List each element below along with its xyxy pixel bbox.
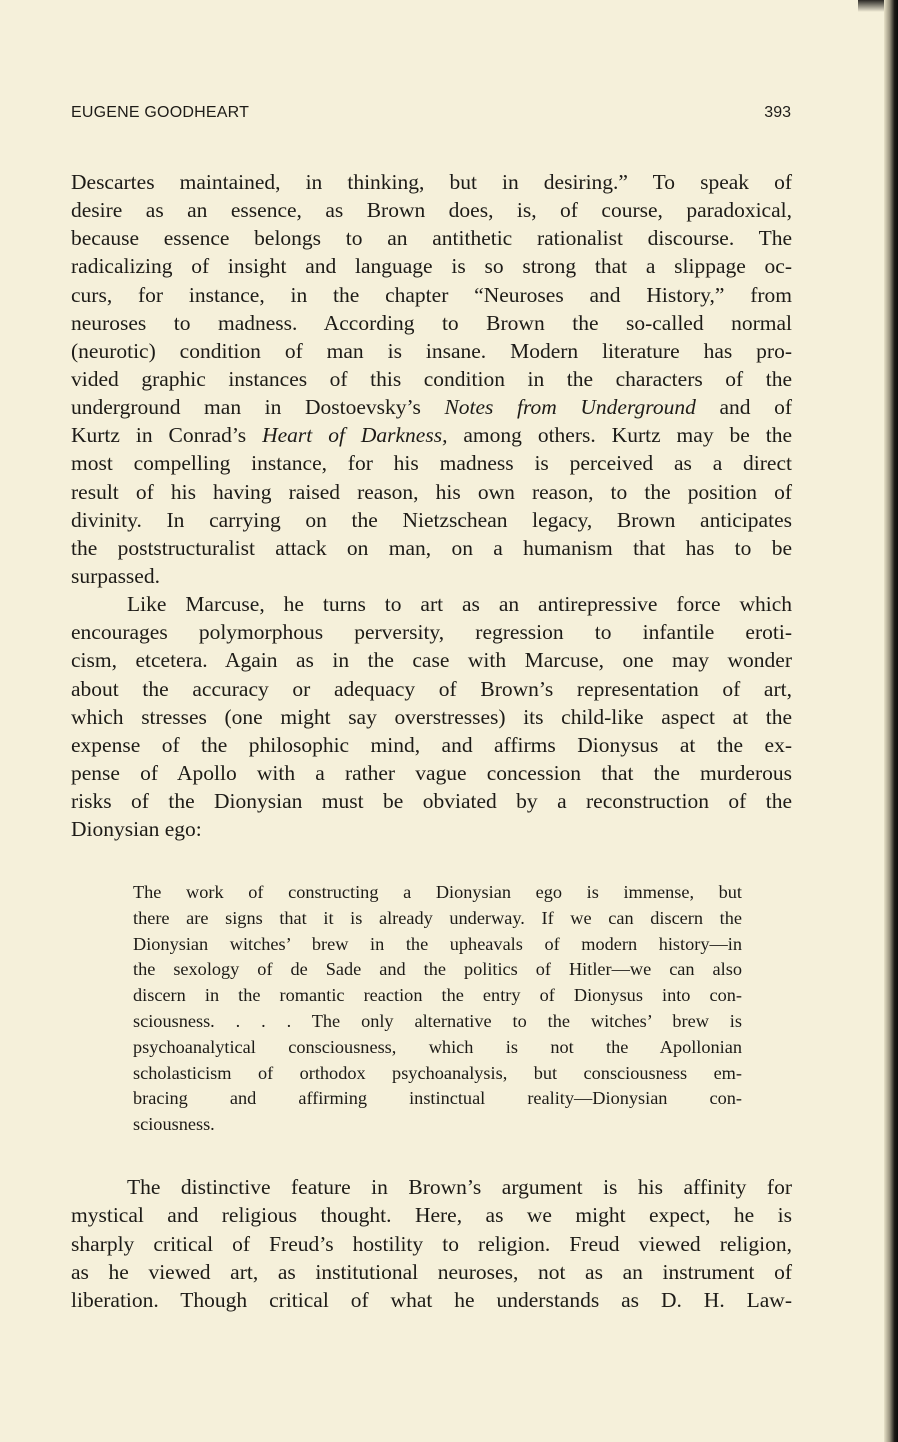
text-line: because essence belongs to an antithetic rationalist discourse. The bbox=[71, 226, 792, 251]
text-line: liberation. Though critical of what he understands as D. H. Law- bbox=[71, 1288, 792, 1313]
text-line bbox=[71, 421, 792, 449]
text-line: (neurotic) condition of man is insane. Modern literature has pro- bbox=[71, 338, 792, 363]
text-line: Dionysian ego: bbox=[71, 817, 202, 842]
text-line: neuroses to madness. According to Brown the so-called normal bbox=[71, 310, 792, 335]
text-line: as he viewed art, as institutional neuroses, not as an instrument of bbox=[71, 1259, 792, 1284]
running-header-author: EUGENE GOODHEART bbox=[71, 104, 250, 121]
text-line: most compelling instance, for his madness is perceived as a direct bbox=[71, 451, 792, 476]
text-line: sciousness. bbox=[133, 1114, 215, 1135]
text-line: bracing and affirming instinctual reality—Dionysian con- bbox=[133, 1088, 742, 1109]
text-line: result of his having raised reason, his own reason, to the position of bbox=[71, 479, 792, 504]
text-line: divinity. In carrying on the Nietzschean legacy, Brown anticipates bbox=[71, 507, 792, 532]
body-text bbox=[71, 168, 792, 843]
text-line: scholasticism of orthodox psychoanalysis, but consciousness em- bbox=[133, 1062, 742, 1083]
text-line: vided graphic instances of this condition in the characters of the bbox=[71, 366, 792, 391]
text-line: there are signs that it is already underway. If we can discern the bbox=[133, 907, 742, 928]
text-line: Dionysian witches’ brew in the upheavals of modern history—in bbox=[133, 933, 742, 954]
page-number: 393 bbox=[764, 104, 791, 121]
text-segment: and of bbox=[695, 395, 793, 420]
text-line: encourages polymorphous perversity, regression to infantile eroti- bbox=[71, 620, 792, 645]
text-line: Descartes maintained, in thinking, but in desiring.” To speak of bbox=[71, 170, 792, 194]
text-line: sharply critical of Freud’s hostility to religion. Freud viewed religion, bbox=[71, 1231, 792, 1256]
text-line: cism, etcetera. Again as in the case with Marcuse, one may wonder bbox=[71, 648, 792, 673]
page-edge-shadow bbox=[884, 0, 898, 1442]
italic-title: Notes from Underground bbox=[444, 395, 696, 420]
text-line: Like Marcuse, he turns to art as an antirepressive force which bbox=[127, 592, 792, 617]
text-line: about the accuracy or adequacy of Brown’s representation of art, bbox=[71, 676, 792, 701]
text-line: surpassed. bbox=[71, 563, 160, 588]
text-line: mystical and religious thought. Here, as we might expect, he is bbox=[71, 1203, 792, 1228]
text-line: the poststructuralist attack on man, on a humanism that has to be bbox=[71, 535, 792, 560]
text-line: risks of the Dionysian must be obviated by a reconstruction of the bbox=[71, 789, 792, 814]
body-text-continued bbox=[71, 1173, 792, 1314]
text-line: The distinctive feature in Brown’s argument is his affinity for bbox=[127, 1175, 792, 1199]
text-line: psychoanalytical consciousness, which is not the Apollonian bbox=[133, 1036, 742, 1057]
text-segment: among others. Kurtz may be the bbox=[447, 423, 792, 448]
paragraph-1 bbox=[71, 168, 792, 590]
text-segment: Kurtz in Conrad’s bbox=[71, 423, 263, 448]
text-line: pense of Apollo with a rather vague concession that the murderous bbox=[71, 760, 792, 785]
text-line: curs, for instance, in the chapter “Neuroses and History,” from bbox=[71, 282, 792, 307]
text-line bbox=[71, 393, 792, 421]
text-line: The work of constructing a Dionysian ego is immense, but bbox=[133, 882, 742, 902]
text-line: desire as an essence, as Brown does, is, of course, paradoxical, bbox=[71, 198, 792, 223]
text-segment: underground man in Dostoevsky’s bbox=[71, 395, 445, 420]
text-line: radicalizing of insight and language is so strong that a slippage oc- bbox=[71, 254, 792, 279]
text-line: the sexology of de Sade and the politics of Hitler—we can also bbox=[133, 959, 742, 980]
text-line: sciousness. . . . The only alternative to the witches’ brew is bbox=[133, 1010, 742, 1031]
running-header bbox=[71, 104, 791, 130]
paragraph-3 bbox=[71, 1173, 792, 1314]
paragraph-2 bbox=[71, 590, 792, 843]
block-quote bbox=[133, 880, 742, 1138]
text-line: discern in the romantic reaction the entry of Dionysus into con- bbox=[133, 985, 742, 1006]
text-line: expense of the philosophic mind, and affirms Dionysus at the ex- bbox=[71, 732, 792, 757]
text-line: which stresses (one might say overstresses) its child-like aspect at the bbox=[71, 704, 792, 729]
italic-title: Heart of Darkness, bbox=[262, 423, 448, 448]
